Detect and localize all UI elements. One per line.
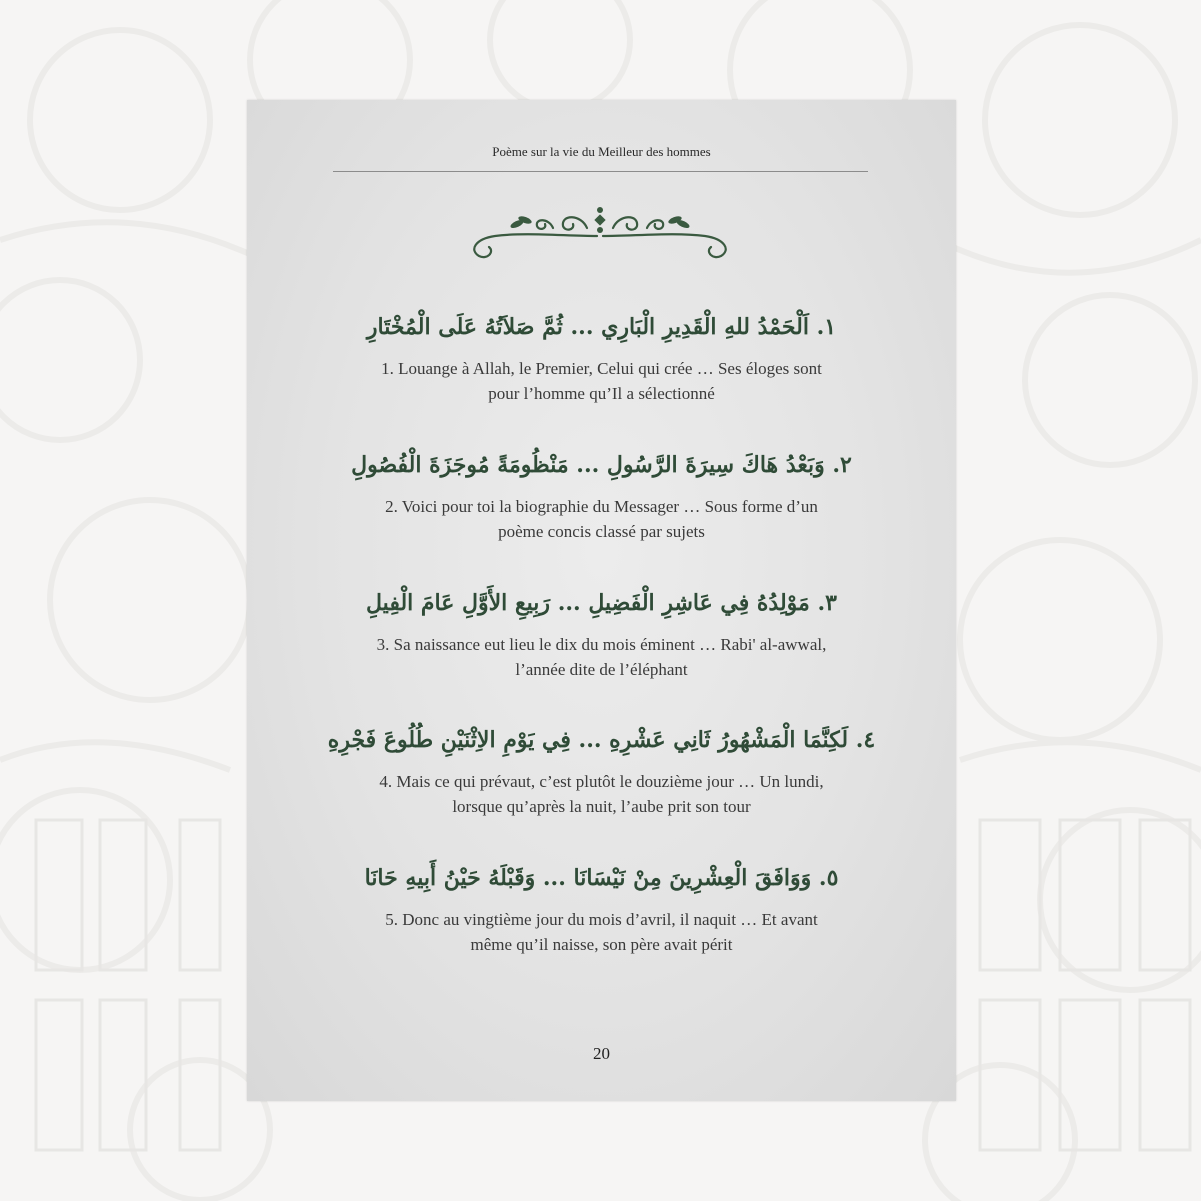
verse-french-line: 2. Voici pour toi la biographie du Messager … Sous forme d’un bbox=[385, 497, 818, 516]
floral-divider-icon bbox=[465, 202, 735, 268]
verse-arabic: ٤. لَكِنَّمَا الْمَشْهُورُ ثَانِي عَشْرِهِ ... فِي يَوْمِ الاِثْنَيْنِ طُلُوعَ فَجْرِهِ bbox=[327, 727, 876, 753]
book-page bbox=[247, 100, 956, 1101]
verse-arabic: ١. اَلْحَمْدُ للهِ الْقَدِيرِ الْبَارِي ... ثُمَّ صَلاَتُهُ عَلَى الْمُخْتَارِ bbox=[366, 314, 837, 340]
verse-french bbox=[342, 356, 862, 406]
verse-arabic: ٣. مَوْلِدُهُ فِي عَاشِرِ الْفَضِيلِ ... رَبِيعِ الأَوَّلِ عَامَ الْفِيلِ bbox=[366, 590, 837, 616]
verse-2 bbox=[247, 450, 956, 544]
verse-french-line: poème concis classé par sujets bbox=[498, 522, 705, 541]
verse-french-line: même qu’il naisse, son père avait périt bbox=[470, 935, 733, 954]
running-header: Poème sur la vie du Meilleur des hommes bbox=[492, 144, 711, 159]
verse-5 bbox=[247, 863, 956, 957]
verse-4 bbox=[247, 725, 956, 819]
verse-french-line: 3. Sa naissance eut lieu le dix du mois éminent … Rabi' al-awwal, bbox=[376, 635, 827, 654]
header-rule bbox=[333, 171, 868, 172]
verse-1 bbox=[247, 312, 956, 406]
verse-arabic: ٥. وَوَافَقَ الْعِشْرِينَ مِنْ نَيْسَانَا ... وَقَبْلَهُ حَيْنُ أَبِيهِ حَانَا bbox=[364, 865, 839, 891]
verse-french-line: l’année dite de l’éléphant bbox=[515, 660, 688, 679]
verse-arabic: ٢. وَبَعْدُ هَاكَ سِيرَةَ الرَّسُولِ ... مَنْظُومَةً مُوجَزَةَ الْفُصُولِ bbox=[351, 452, 852, 478]
verse-french-line: 1. Louange à Allah, le Premier, Celui qui crée … Ses éloges sont bbox=[381, 359, 822, 378]
verse-french bbox=[342, 632, 862, 682]
verse-french bbox=[342, 907, 862, 957]
verse-3 bbox=[247, 588, 956, 682]
verse-french-line: 4. Mais ce qui prévaut, c’est plutôt le douzième jour … Un lundi, bbox=[379, 772, 824, 791]
verse-french bbox=[342, 769, 862, 819]
verse-french bbox=[342, 494, 862, 544]
page-number: 20 bbox=[593, 1044, 610, 1063]
verse-french-line: 5. Donc au vingtième jour du mois d’avril, il naquit … Et avant bbox=[385, 910, 818, 929]
verse-french-line: pour l’homme qu’Il a sélectionné bbox=[488, 384, 715, 403]
verse-french-line: lorsque qu’après la nuit, l’aube prit son tour bbox=[452, 797, 751, 816]
